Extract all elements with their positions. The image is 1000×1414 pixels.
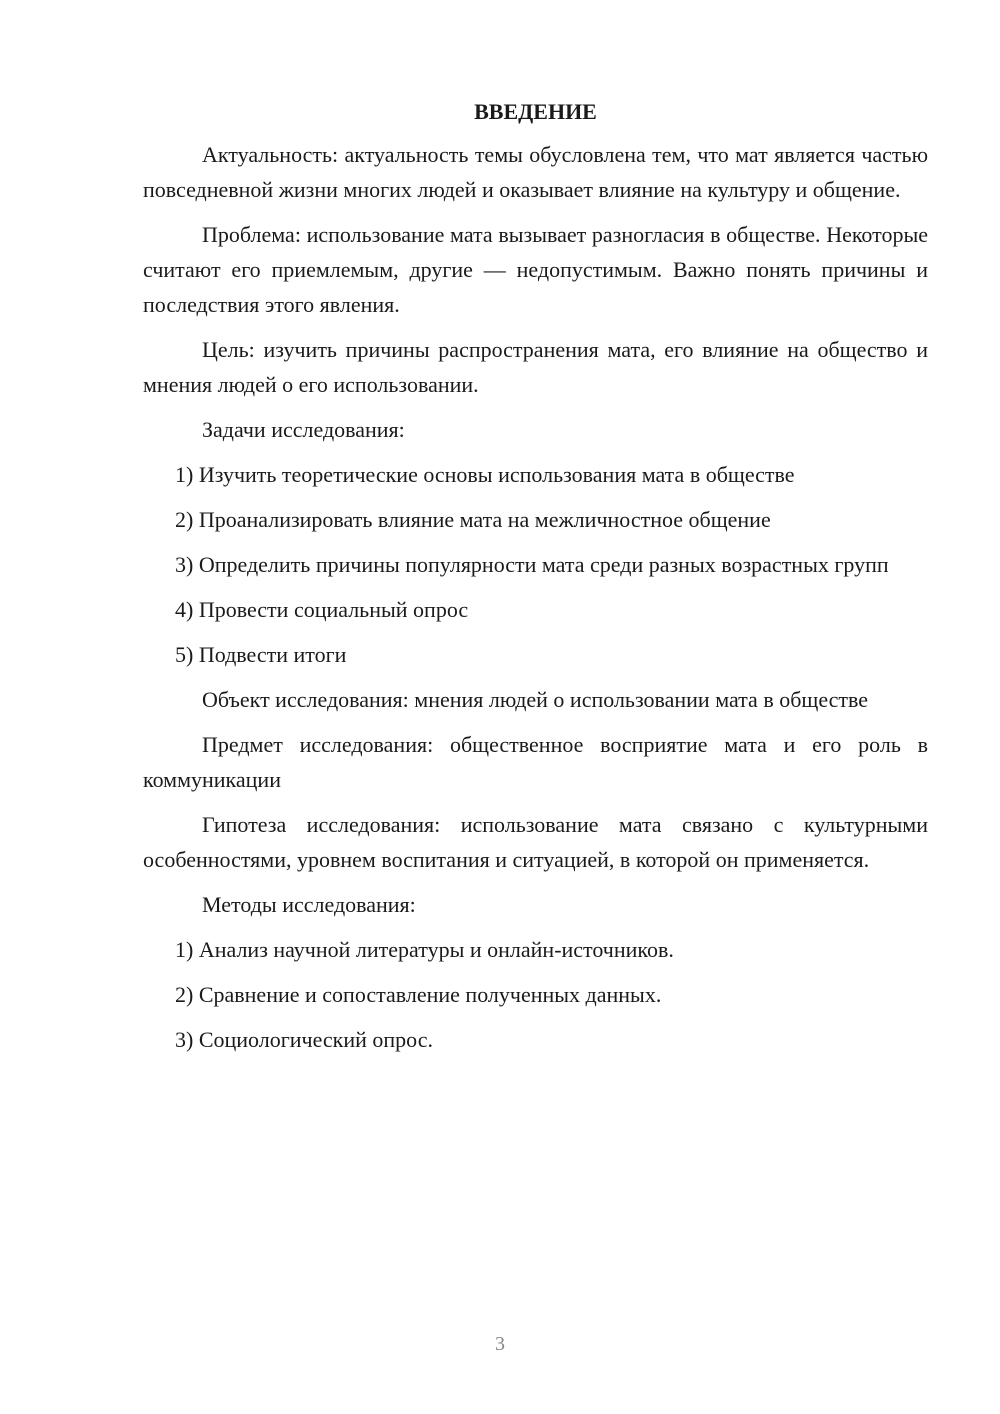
method-item-1: 1) Анализ научной литературы и онлайн-источников.: [175, 937, 674, 962]
methods-heading: Методы исследования:: [202, 892, 416, 917]
page-number: 3: [495, 1333, 505, 1355]
goal-paragraph: Цель: изучить причины распространения мата, его влияние на общество и мнения людей о его использовании.: [143, 337, 928, 397]
task-item-5: 5) Подвести итоги: [175, 642, 347, 667]
relevance-paragraph: Актуальность: актуальность темы обусловлена тем, что мат является частью повседневной жизни многих людей и оказывает влияние на культуру и общение.: [143, 142, 928, 202]
subject-paragraph: Предмет исследования: общественное восприятие мата и его роль в коммуникации: [143, 732, 928, 792]
object-paragraph: Объект исследования: мнения людей о использовании мата в обществе: [202, 687, 869, 712]
document-page: [143, 94, 928, 1067]
section-title: ВВЕДЕНИЕ: [474, 99, 597, 124]
method-item-2: 2) Сравнение и сопоставление полученных данных.: [175, 982, 662, 1007]
tasks-heading: Задачи исследования:: [202, 417, 405, 442]
task-item-1: 1) Изучить теоретические основы использования мата в обществе: [175, 462, 795, 487]
task-item-3: 3) Определить причины популярности мата среди разных возрастных групп: [175, 552, 889, 577]
task-item-4: 4) Провести социальный опрос: [175, 597, 469, 622]
method-item-3: 3) Социологический опрос.: [175, 1027, 433, 1052]
hypothesis-paragraph: Гипотеза исследования: использование мата связано с культурными особенностями, уровнем воспитания и ситуацией, в которой он применяется.: [143, 812, 928, 872]
problem-paragraph: Проблема: использование мата вызывает разногласия в обществе. Некоторые считают его приемлемым, другие — недопустимым. Важно понять причины и последствия этого явления.: [143, 222, 928, 317]
task-item-2: 2) Проанализировать влияние мата на межличностное общение: [175, 507, 771, 532]
